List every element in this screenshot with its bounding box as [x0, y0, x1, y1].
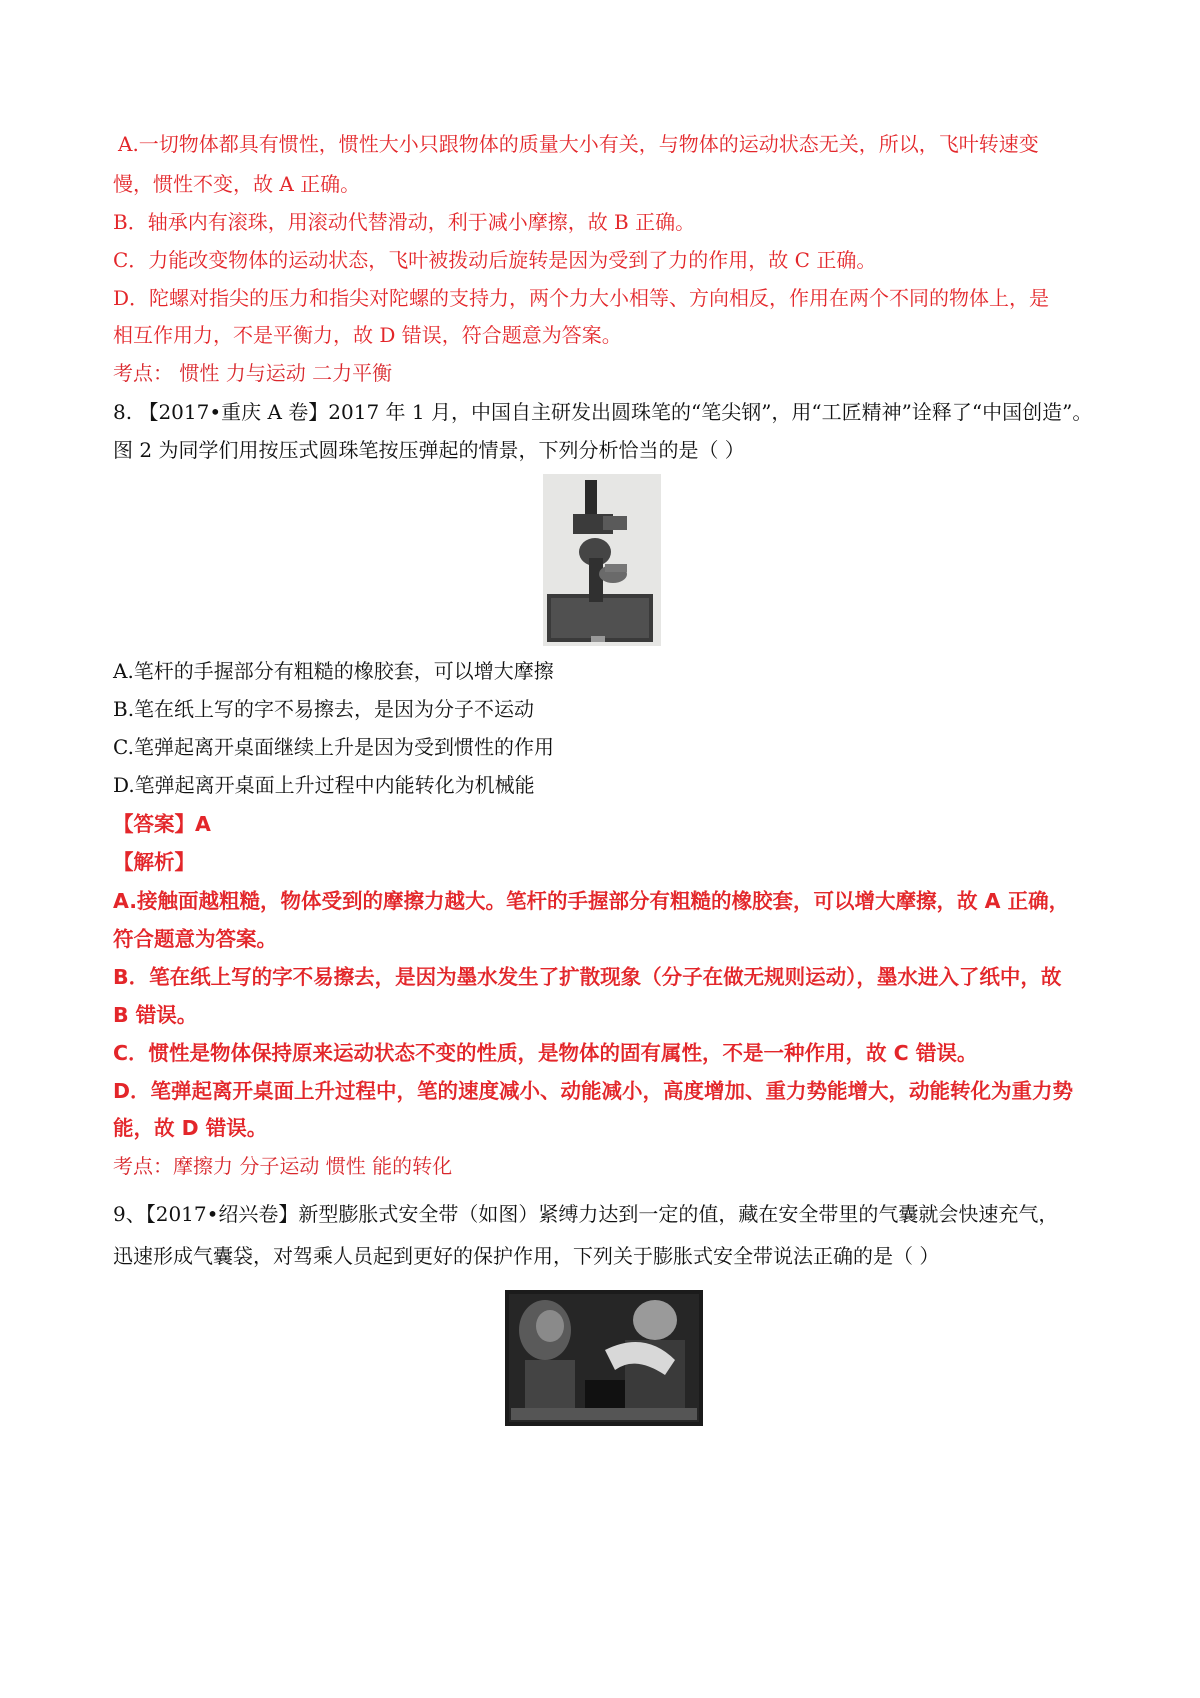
q7-analysis-a-line2: 慢，惯性不变，故 A 正确。	[113, 172, 361, 196]
q8-option-a: A.笔杆的手握部分有粗糙的橡胶套，可以增大摩擦	[113, 659, 554, 683]
q8-option-b: B.笔在纸上写的字不易擦去，是因为分子不运动	[113, 697, 535, 721]
q8-kaodian: 考点：摩擦力 分子运动 惯性 能的转化	[113, 1154, 453, 1178]
seatbelt-airbag-photo	[505, 1290, 703, 1426]
q9-stem-line1: 9、【2017•绍兴卷】新型膨胀式安全带（如图）紧缚力达到一定的值，藏在安全带里的气囊就会快速充气，	[113, 1202, 1059, 1226]
seatbelt-illustration	[505, 1290, 703, 1426]
q8-analysis-c: C．惯性是物体保持原来运动状态不变的性质，是物体的固有属性，不是一种作用，故 C 错误。	[113, 1041, 978, 1065]
q8-analysis-b-line1: B．笔在纸上写的字不易擦去，是因为墨水发生了扩散现象（分子在做无规则运动），墨水进入了纸中，故	[113, 965, 1062, 989]
q8-analysis-a-line1: A.接触面越粗糙，物体受到的摩擦力越大。笔杆的手握部分有粗糙的橡胶套，可以增大摩擦，故 A 正确，	[113, 889, 1070, 913]
q7-analysis-a-line1: A.一切物体都具有惯性，惯性大小只跟物体的质量大小有关，与物体的运动状态无关，所以，飞叶转速变	[118, 132, 1039, 156]
q8-analysis-d-line2: 能，故 D 错误。	[113, 1116, 268, 1140]
q9-stem-line2: 迅速形成气囊袋，对驾乘人员起到更好的保护作用，下列关于膨胀式安全带说法正确的是（ ）	[113, 1244, 940, 1268]
q7-analysis-d-line2: 相互作用力，不是平衡力，故 D 错误，符合题意为答案。	[113, 323, 622, 347]
q8-stem-line1: 8. 【2017•重庆 A 卷】2017 年 1 月，中国自主研发出圆珠笔的“笔尖钢”，用“工匠精神”诠释了“中国创造”。	[113, 400, 1093, 424]
q8-analysis-a-line2: 符合题意为答案。	[113, 927, 277, 951]
q8-analysis-b-line2: B 错误。	[113, 1003, 198, 1027]
q8-option-c: C.笔弹起离开桌面继续上升是因为受到惯性的作用	[113, 735, 554, 759]
q7-kaodian: 考点： 惯性 力与运动 二力平衡	[113, 361, 393, 385]
q8-analysis-title: 【解析】	[113, 850, 195, 874]
q8-analysis-d-line1: D．笔弹起离开桌面上升过程中，笔的速度减小、动能减小，高度增加、重力势能增大，动能转化为重力势	[113, 1079, 1074, 1103]
q8-option-d: D.笔弹起离开桌面上升过程中内能转化为机械能	[113, 773, 535, 797]
q7-analysis-d-line1: D．陀螺对指尖的压力和指尖对陀螺的支持力，两个力大小相等、方向相反，作用在两个不同的物体上，是	[113, 286, 1050, 310]
pen-press-photo	[543, 474, 661, 646]
q7-analysis-b: B．轴承内有滚珠，用滚动代替滑动，利于减小摩擦，故 B 正确。	[113, 210, 696, 234]
q7-analysis-c: C．力能改变物体的运动状态，飞叶被拨动后旋转是因为受到了力的作用，故 C 正确。	[113, 248, 877, 272]
q8-stem-line2: 图 2 为同学们用按压式圆珠笔按压弹起的情景，下列分析恰当的是（ ）	[113, 438, 745, 462]
q8-answer: 【答案】A	[113, 812, 211, 836]
pen-press-illustration	[543, 474, 661, 646]
